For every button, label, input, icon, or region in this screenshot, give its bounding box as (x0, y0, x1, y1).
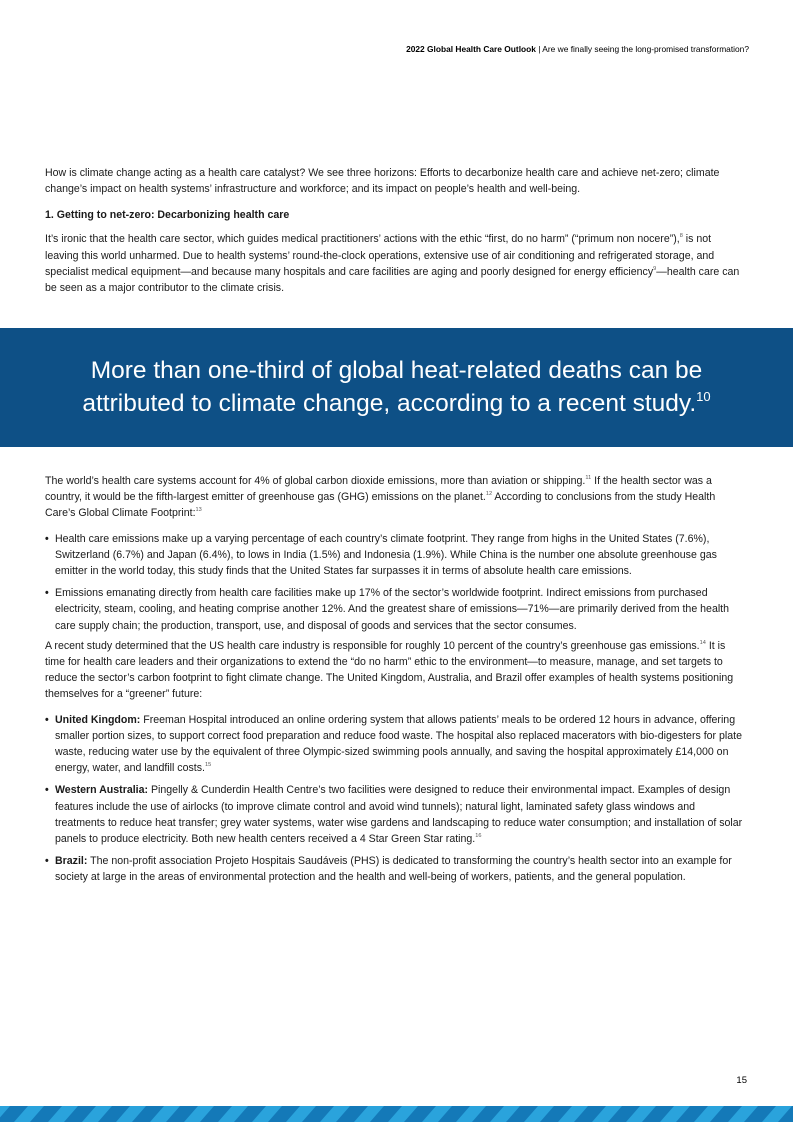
footnote-ref: 16 (475, 833, 482, 840)
list-item: • Brazil: The non-profit association Projeto Hospitais Saudáveis (PHS) is dedicated to transforming the country’s health sector into an example for society at large in the areas of environmental protection and the health and well-being of workers, patients, and the general population. (45, 853, 745, 885)
country-label: United Kingdom: (55, 713, 141, 726)
page-header (406, 44, 749, 54)
list-item: • Health care emissions make up a varying percentage of each country’s climate footprint. They range from highs in the United States (7.6%), Switzerland (6.7%) and Japan (6.4%), to lows in India (1.5%) and Indonesia (1.9%). While China is the number one absolute greenhouse gas emitter in the world today, this study finds that the United States far surpasses it in terms of absolute health care emissions. (45, 531, 745, 580)
report-title: 2022 Global Health Care Outlook (406, 44, 536, 54)
emissions-paragraph: The world’s health care systems account for 4% of global carbon dioxide emissions, more than aviation or shipping.$^{11}$ If the health sector was a country, it would be the fifth-largest emitter of greenhouse gas (GHG) emissions on the planet.$^{12}$ According to conclusions from the study Health Care’s Global Climate Footprint:$^{13}$ (45, 475, 716, 520)
footnote-ref: 9 (653, 265, 657, 272)
footnote-ref: 13 (195, 507, 202, 514)
callout-quote: More than one-third of global heat-related deaths can be attributed to climate change, according to a recent study.$^{10}$ (82, 357, 711, 417)
us-study-paragraph: A recent study determined that the US health care industry is responsible for roughly 10 percent of the country’s greenhouse gas emissions.$^{14}$ It is time for health care leaders and their organizations to extend the “do no harm” ethic to the environment—to measure, manage, and set targets to reduce the sector’s carbon footprint to fight climate change. The United Kingdom, Australia, and Brazil offer examples of health systems positioning themselves for a “greener” future: (45, 639, 734, 701)
intro-section (45, 165, 745, 296)
header-separator: | (535, 44, 543, 54)
report-subtitle: Are we finally seeing the long-promised transformation? (542, 44, 749, 54)
section-heading: 1. Getting to net-zero: Decarbonizing health care (45, 209, 290, 222)
footnote-ref: 11 (585, 475, 592, 481)
footnote-ref: 10 (696, 389, 711, 404)
country-label: Brazil: (55, 855, 88, 868)
examples-list (45, 712, 745, 886)
page-number: 15 (736, 1075, 747, 1086)
country-label: Western Australia: (55, 784, 149, 797)
footnote-ref: 8 (679, 233, 683, 240)
footnote-ref: 12 (485, 491, 493, 498)
list-item: • United Kingdom: Freeman Hospital introduced an online ordering system that allows patients’ meals to be ordered 12 hours in advance, offering smaller portion sizes, to support correct food preparation and reduce food waste. The hospital also replaced macerators with bio-digesters for plate waste, reducing water use by the equivalent of three Olympic-sized swimming pools annually, and saving the hospital approximately £14,000 on energy, water, and landfill costs.$^{15}$ (45, 712, 745, 777)
findings-list (45, 531, 745, 634)
callout-band (0, 328, 793, 447)
footnote-ref: 14 (699, 639, 706, 646)
list-item: • Emissions emanating directly from health care facilities make up 17% of the sector’s worldwide footprint. Indirect emissions from purchased electricity, steam, cooling, and heating comprise another 12%. And the greatest share of emissions—71%—are primarily derived from the health care supply chain; the production, transport, use, and disposal of goods and services that the sector consumes. (45, 585, 745, 634)
footer-stripe (0, 1106, 793, 1122)
body-section (45, 473, 745, 892)
stripe-pattern (0, 1106, 793, 1122)
irony-paragraph: It’s ironic that the health care sector, which guides medical practitioners’ actions with the ethic “first, do no harm” (“primum non nocere”),$^8$ is not leaving this world unharmed. Due to health systems’ round-the-clock operations, extensive use of air conditioning and refrigerated storage, and specialist medical equipment—and because many hospitals and care facilities are aging and poorly designed for energy efficiency$^9$—health care can be seen as a major contributor to the climate crisis. (45, 233, 740, 295)
footnote-ref: 15 (204, 762, 212, 769)
list-item: • Western Australia: Pingelly & Cunderdin Health Centre’s two facilities were designed to reduce their environmental impact. Examples of design features include the use of airlocks (to improve climate control and avoid wind tunnels); natural light, laminated safety glass windows and treatments to reduce heat transfer; grey water systems, water wise gardens and landscaping to reduce water consumption; and installation of solar panels to produce electricity. Both new health centers received a 4 Star Green Star rating.$^{16}$ (45, 782, 745, 847)
intro-paragraph: How is climate change acting as a health care catalyst? We see three horizons: Efforts to decarbonize health care and achieve net-zero; climate change’s impact on health systems’ infrastructure and workforce; and its impact on people’s health and well-being. (45, 167, 720, 196)
